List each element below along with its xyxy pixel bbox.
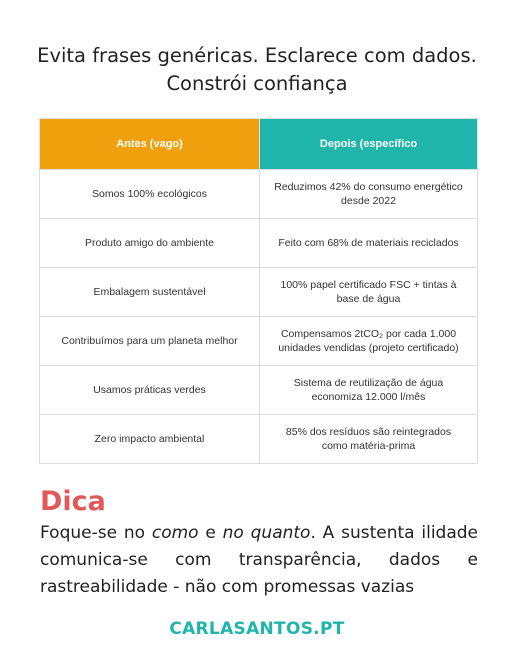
tip-text (40, 520, 478, 601)
table-row (40, 268, 478, 317)
page-title (0, 42, 514, 98)
table-row (40, 219, 478, 268)
cell-after: 100% papel certificado FSC + tintas à base de água (260, 268, 478, 317)
table-row (40, 366, 478, 415)
table-row (40, 415, 478, 464)
cell-before: Embalagem sustentável (40, 268, 260, 317)
table-header-row (40, 119, 478, 170)
page-title-line-1: Evita frases genéricas. Esclarece com dados. (37, 44, 477, 67)
cell-before: Somos 100% ecológicos (40, 170, 260, 219)
brand-footer: CARLASANTOS.PT (169, 619, 345, 639)
column-header-after: Depois (específico (260, 119, 478, 170)
tip-text-emphasis: no quanto (222, 523, 311, 543)
tip-text-part: Foque-se no (40, 523, 152, 543)
tip-title: Dica (40, 486, 106, 517)
cell-after: Compensamos 2tCO₂ por cada 1.000 unidades vendidas (projeto certificado) (260, 317, 478, 366)
comparison-table (39, 118, 478, 464)
page-title-line-2: Constrói confiança (166, 72, 348, 95)
cell-after: Sistema de reutilização de água economiza 12.000 l/mês (260, 366, 478, 415)
cell-before: Usamos práticas verdes (40, 366, 260, 415)
table-row (40, 170, 478, 219)
cell-after: Feito com 68% de materiais reciclados (260, 219, 478, 268)
tip-text-part: . A sustenta ilidade comunica-se com transparência, dados e rastreabilidade - não com promessas vazias (40, 523, 479, 597)
column-header-before: Antes (vago) (40, 119, 260, 170)
tip-text-emphasis: como (151, 523, 199, 543)
cell-after: 85% dos resíduos são reintegrados como matéria-prima (260, 415, 478, 464)
tip-text-part: e (198, 523, 223, 543)
cell-before: Produto amigo do ambiente (40, 219, 260, 268)
cell-before: Contribuímos para um planeta melhor (40, 317, 260, 366)
cell-after: Reduzimos 42% do consumo energético desde 2022 (260, 170, 478, 219)
table-row (40, 317, 478, 366)
cell-before: Zero impacto ambiental (40, 415, 260, 464)
